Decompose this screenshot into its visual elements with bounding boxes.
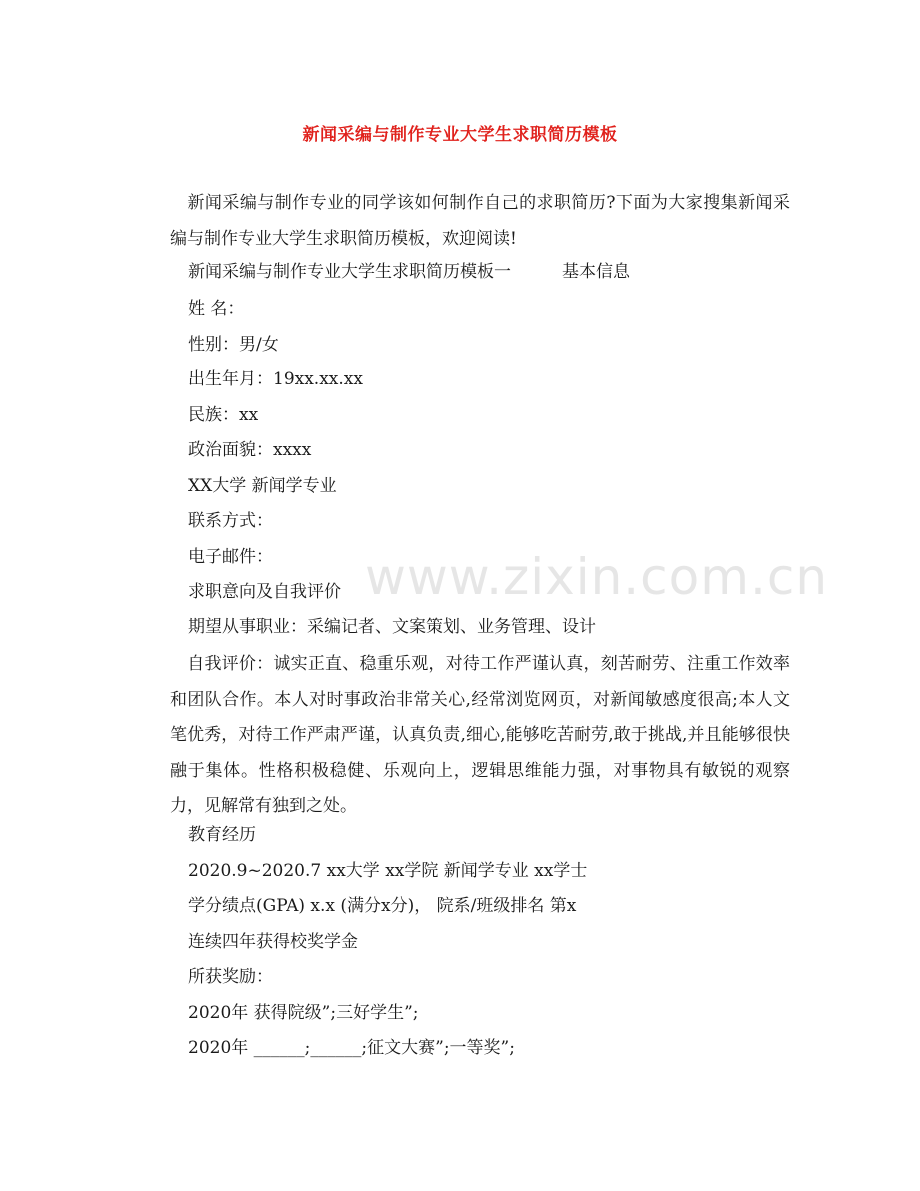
birthdate-field: 出生年月：19xx.xx.xx bbox=[188, 369, 363, 389]
intro-paragraph bbox=[170, 186, 790, 257]
ethnicity-field: 民族：xx bbox=[188, 405, 259, 425]
education-entry: 2020.9~2020.7 xx大学 xx学院 新闻学专业 xx学士 bbox=[188, 861, 588, 881]
self-evaluation-text: 自我评价：诚实正直、稳重乐观，对待工作严谨认真，刻苦耐劳、注重工作效率和团队合作。本人对时事政治非常关心,经常浏览网页，对新闻敏感度很高;本人文笔优秀，对待工作严肃严谨，认真负责,细心,能够吃苦耐劳,敢于挑战,并且能够很快融于集体。性格积极稳健、乐观向上，逻辑思维能力强，对事物具有敏锐的观察力，见解常有独到之处。 bbox=[170, 654, 790, 816]
watermark: www.zixin.com.cn bbox=[365, 548, 829, 606]
self-evaluation-paragraph bbox=[170, 647, 790, 825]
gpa-field: 学分绩点(GPA) x.x (满分x分)， 院系/班级排名 第x bbox=[188, 896, 577, 916]
email-field: 电子邮件： bbox=[188, 547, 273, 567]
gender-field: 性别：男/女 bbox=[188, 335, 279, 355]
award-entry-1: 2020年 获得院级”;三好学生”; bbox=[188, 1003, 419, 1023]
intro-text: 新闻采编与制作专业的同学该如何制作自己的求职简历?下面为大家搜集新闻采编与制作专业大学生求职简历模板，欢迎阅读! bbox=[170, 193, 790, 249]
education-heading: 教育经历 bbox=[188, 825, 256, 845]
university-major-field: XX大学 新闻学专业 bbox=[188, 476, 337, 496]
scholarship-field: 连续四年获得校奖学金 bbox=[188, 932, 358, 952]
name-field: 姓 名： bbox=[188, 299, 245, 319]
award-entry-2: 2020年 ______;______;征文大赛”;一等奖”; bbox=[188, 1038, 515, 1058]
contact-field: 联系方式： bbox=[188, 511, 273, 531]
awards-heading: 所获奖励： bbox=[188, 967, 273, 987]
desired-job-field: 期望从事职业：采编记者、文案策划、业务管理、设计 bbox=[188, 617, 596, 637]
document-title: 新闻采编与制作专业大学生求职简历模板 bbox=[302, 125, 618, 145]
political-status-field: 政治面貌：xxxx bbox=[188, 440, 312, 460]
job-intent-heading: 求职意向及自我评价 bbox=[188, 582, 341, 602]
resume-heading: 新闻采编与制作专业大学生求职简历模板一 基本信息 bbox=[188, 262, 630, 282]
